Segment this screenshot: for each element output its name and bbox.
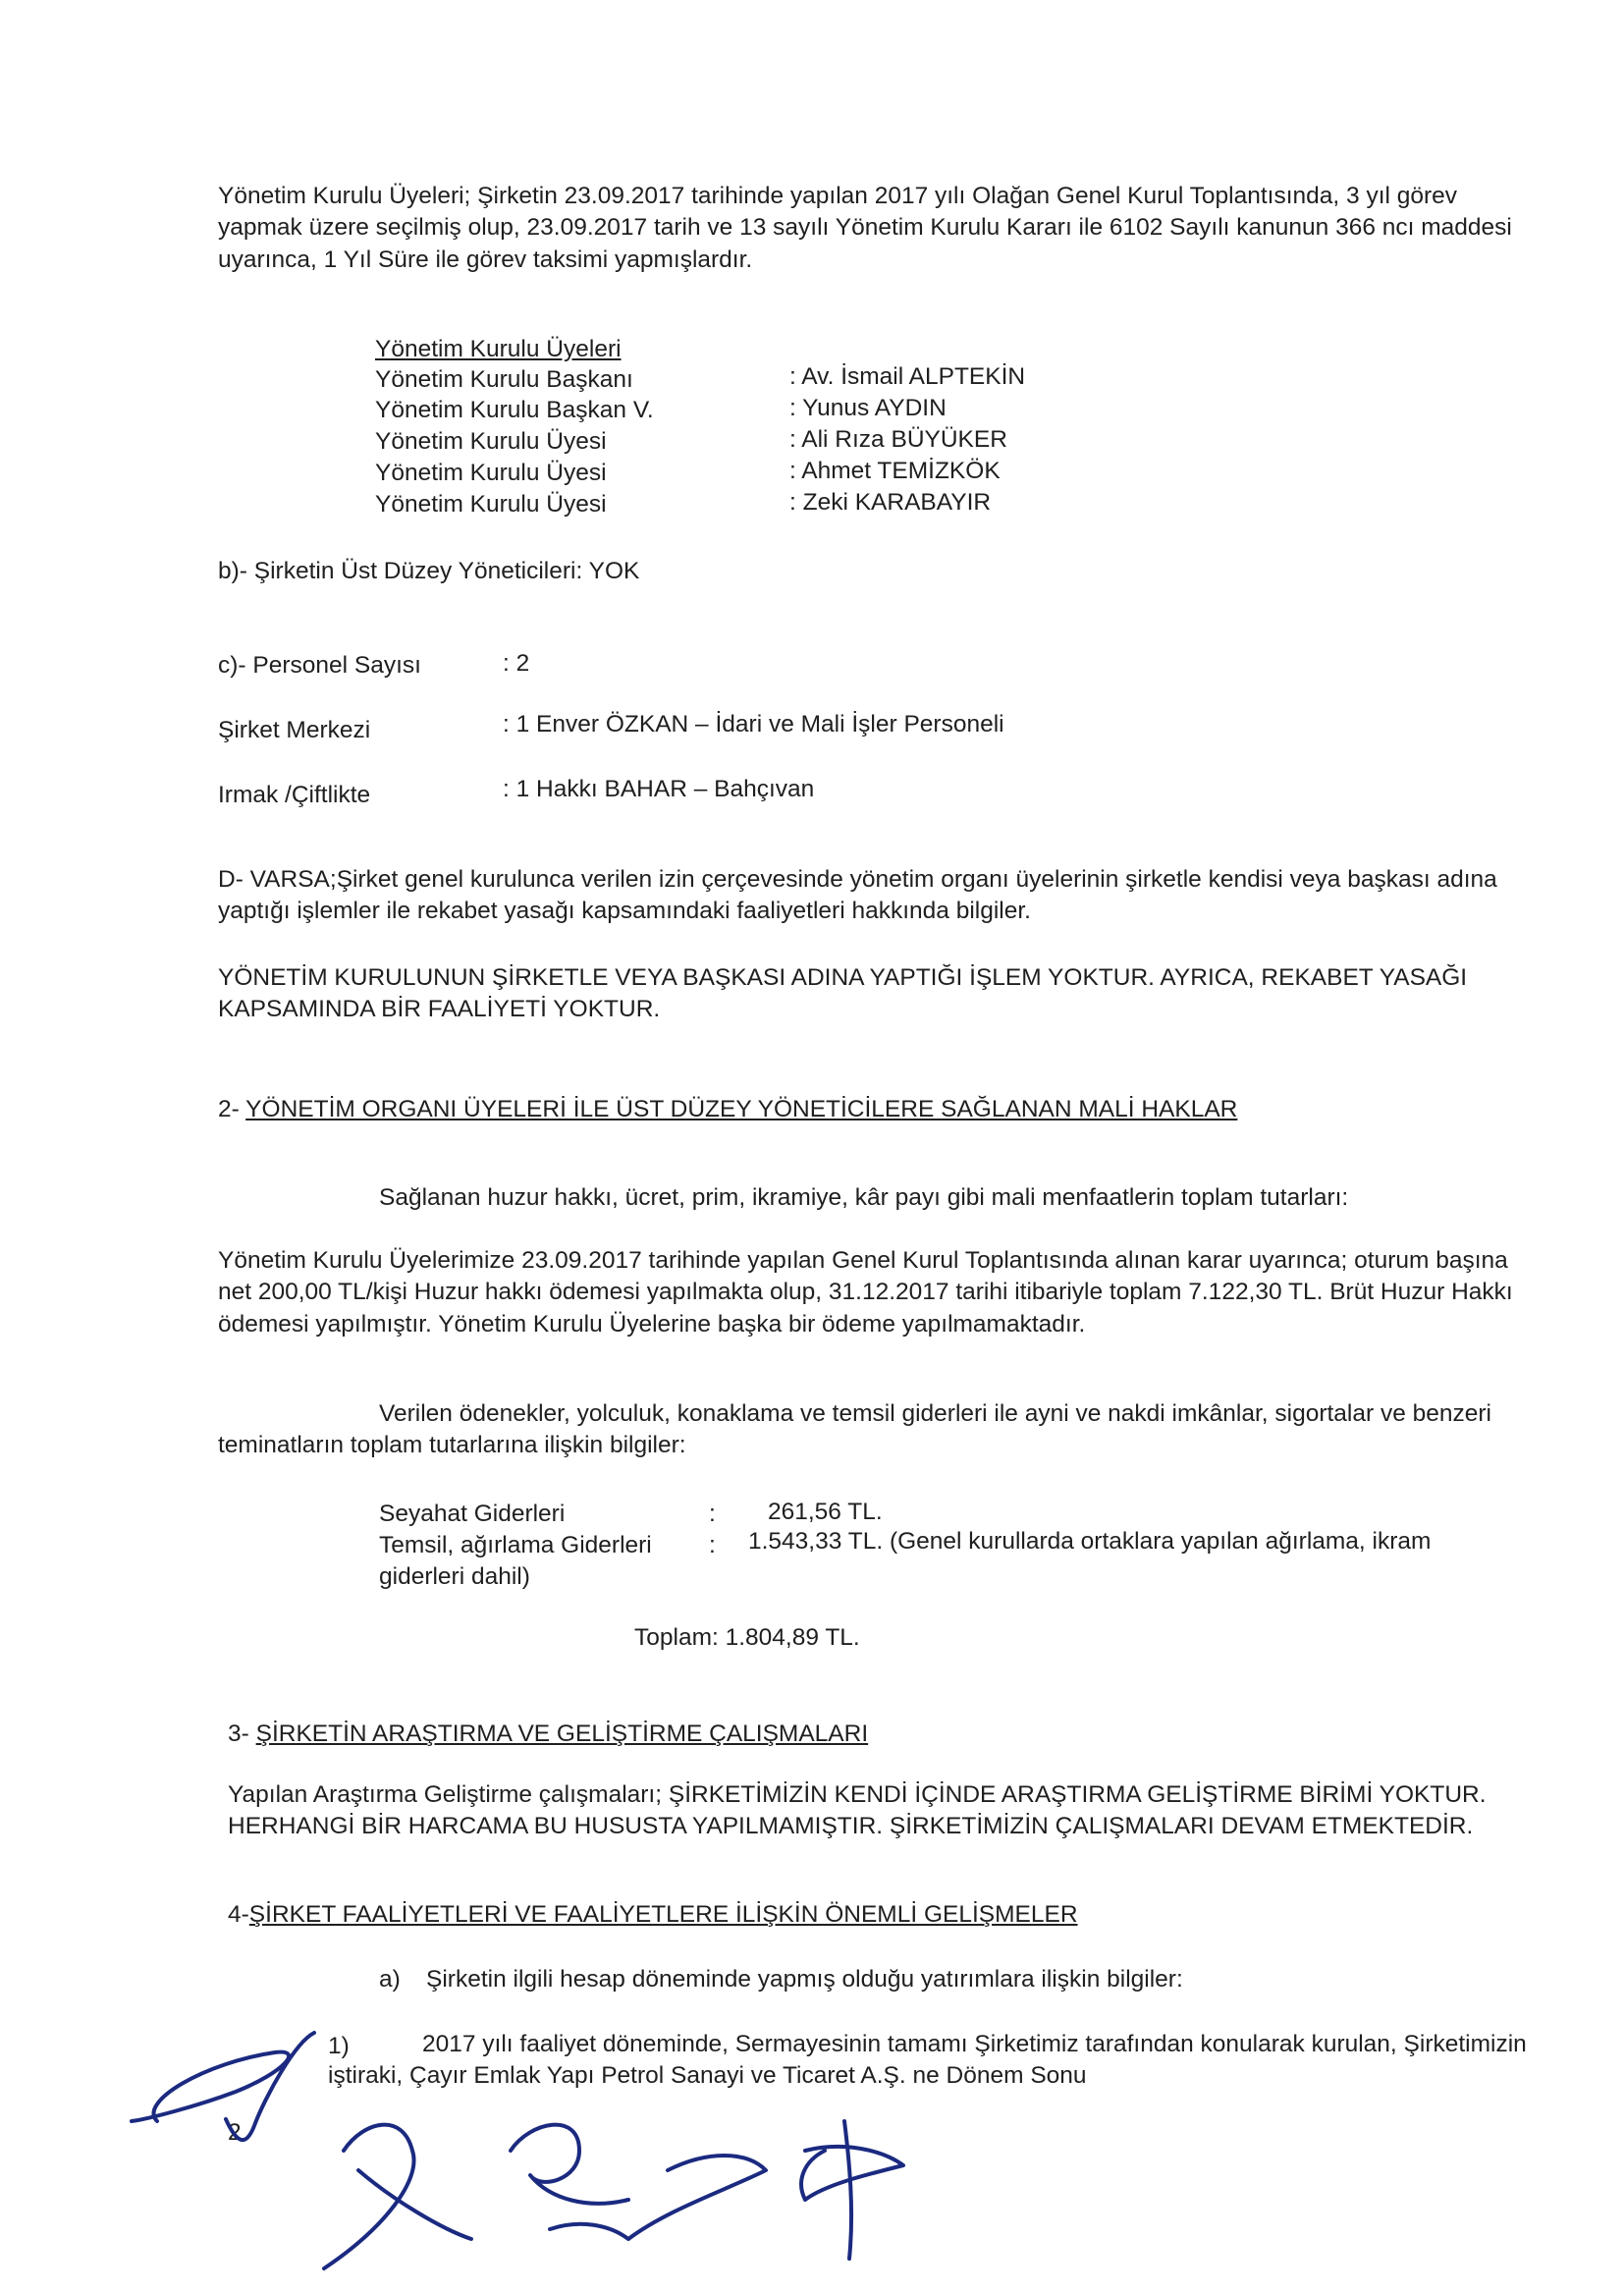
personnel-label: c)- Personel Sayısı bbox=[218, 652, 421, 679]
board-member-name: : Av. İsmail ALPTEKİN bbox=[789, 363, 1026, 390]
section-number: 2- bbox=[218, 1096, 240, 1122]
expense-continuation: giderleri dahil) bbox=[379, 1563, 530, 1590]
item-a-label: a) bbox=[379, 1966, 401, 1993]
item-1-text: 2017 yılı faaliyet döneminde, Sermayesinin tamamı Şirketimiz tarafından konularak kurulan, Şirketimizin iştiraki, Çayır Emlak Yapı Petrol Sanayi ve Ticaret A.Ş. ne Dönem Sonu bbox=[328, 2031, 1527, 2090]
board-member-name: : Yunus AYDIN bbox=[789, 395, 947, 421]
intro-paragraph: Yönetim Kurulu Üyeleri; Şirketin 23.09.2017 tarihinde yapılan 2017 yılı Olağan Genel Kurul Toplantısında, 3 yıl görev yapmak üzere seçilmiş olup, 23.09.2017 tarih ve 13 sayılı Yönetim Kurulu Kararı ile 6102 Sayılı kanunun 366 ncı maddesi uyarınca, 1 Yıl Süre ile görev taksimi yapmışlardır. bbox=[218, 183, 1512, 273]
section-3-title: ŞİRKETİN ARAŞTIRMA VE GELİŞTİRME ÇALIŞMALARI bbox=[255, 1720, 869, 1747]
personnel-value: : 2 bbox=[503, 650, 530, 677]
expense-label: Seyahat Giderleri bbox=[379, 1501, 566, 1527]
section-4-title: ŞİRKET FAALİYETLERİ VE FAALİYETLERE İLİŞKİN ÖNEMLİ GELİŞMELER bbox=[248, 1901, 1078, 1928]
expense-amount: 261,56 TL. bbox=[768, 1499, 883, 1525]
expense-total: Toplam: 1.804,89 TL. bbox=[634, 1624, 860, 1651]
item-1-label: 1) bbox=[328, 2033, 350, 2059]
section-3-heading bbox=[228, 1719, 868, 1750]
section-4-heading bbox=[228, 1899, 1078, 1931]
board-member-name: : Ahmet TEMİZKÖK bbox=[789, 458, 1001, 484]
benefits-text: Yönetim Kurulu Üyelerimize 23.09.2017 tarihinde yapılan Genel Kurul Toplantısında alınan karar uyarınca; oturum başına net 200,00 TL/kişi Huzur hakkı ödemesi yapılmakta olup, 31.12.2017 tarihi itibariyle toplam 7.122,30 TL. Brüt Huzur Hakkı ödemesi yapılmıştır. Yönetim Kurulu Üyelerine başka bir ödeme yapılmamaktadır. bbox=[218, 1247, 1513, 1338]
benefits-intro: Sağlanan huzur hakkı, ücret, prim, ikramiye, kâr payı gibi mali menfaatlerin toplam tutarları: bbox=[379, 1184, 1349, 1211]
expense-label: Temsil, ağırlama Giderleri bbox=[379, 1532, 652, 1558]
item-a-text: Şirketin ilgili hesap döneminde yapmış olduğu yatırımlara ilişkin bilgiler: bbox=[426, 1966, 1183, 1993]
personnel-label: Irmak /Çiftlikte bbox=[218, 782, 371, 808]
allowances-intro: Verilen ödenekler, yolculuk, konaklama ve temsil giderleri ile ayni ve nakdi imkânlar, sigortalar ve benzeri teminatların toplam tutarlarına ilişkin bilgiler: bbox=[218, 1400, 1492, 1459]
section-number: 3- bbox=[228, 1720, 249, 1747]
board-member-name: : Zeki KARABAYIR bbox=[789, 489, 992, 516]
section-2-heading bbox=[218, 1094, 1337, 1125]
signatures-area bbox=[118, 2003, 962, 2294]
section-2-title: YÖNETİM ORGANI ÜYELERİ İLE ÜST DÜZEY YÖNETİCİLERE SAĞLANAN MALİ HAKLAR bbox=[245, 1096, 1238, 1122]
signature-4-icon bbox=[801, 2121, 903, 2259]
personnel-value: : 1 Enver ÖZKAN – İdari ve Mali İşler Personeli bbox=[503, 711, 1004, 737]
board-role: Yönetim Kurulu Üyesi bbox=[375, 491, 607, 518]
board-list bbox=[375, 334, 1455, 520]
senior-managers-line: b)- Şirketin Üst Düzey Yöneticileri: YOK bbox=[218, 558, 640, 584]
personnel-value: : 1 Hakkı BAHAR – Bahçıvan bbox=[503, 776, 815, 802]
expense-separator: : bbox=[709, 1501, 716, 1527]
board-role: Yönetim Kurulu Üyesi bbox=[375, 460, 607, 486]
section-d-text: D- VARSA;Şirket genel kurulunca verilen izin çerçevesinde yönetim organı üyelerinin şirketle kendisi veya başkası adına yaptığı işlemler ile rekabet yasağı kapsamındaki faaliyetleri hakkında bilgiler. bbox=[218, 866, 1497, 925]
section-3-text: Yapılan Araştırma Geliştirme çalışmaları; ŞİRKETİMİZİN KENDİ İÇİNDE ARAŞTIRMA GELİŞTİRME BİRİMİ YOKTUR. HERHANGİ BİR HARCAMA BU HUSUSTA YAPILMAMIŞTIR. ŞİRKETİMİZİN ÇALIŞMALARI DEVAM ETMEKTEDİR. bbox=[228, 1781, 1487, 1840]
signature-3-icon bbox=[511, 2125, 766, 2239]
personnel-label: Şirket Merkezi bbox=[218, 717, 371, 743]
expense-amount: 1.543,33 TL. (Genel kurullarda ortaklara yapılan ağırlama, ikram bbox=[748, 1528, 1432, 1555]
section-d-answer: YÖNETİM KURULUNUN ŞİRKETLE VEYA BAŞKASI ADINA YAPTIĞI İŞLEM YOKTUR. AYRICA, REKABET YASAĞI KAPSAMINDA BİR FAALİYETİ YOKTUR. bbox=[218, 964, 1468, 1023]
signature-1-icon bbox=[132, 2033, 314, 2140]
board-role: Yönetim Kurulu Başkan V. bbox=[375, 397, 654, 423]
expense-separator: : bbox=[709, 1532, 716, 1558]
board-heading: Yönetim Kurulu Üyeleri bbox=[375, 336, 622, 362]
board-member-name: : Ali Rıza BÜYÜKER bbox=[789, 426, 1007, 453]
board-role: Yönetim Kurulu Üyesi bbox=[375, 428, 607, 455]
page-number: 2 bbox=[228, 2119, 242, 2146]
signature-2-icon bbox=[324, 2125, 471, 2268]
board-role: Yönetim Kurulu Başkanı bbox=[375, 366, 633, 393]
section-number: 4- bbox=[228, 1901, 249, 1928]
